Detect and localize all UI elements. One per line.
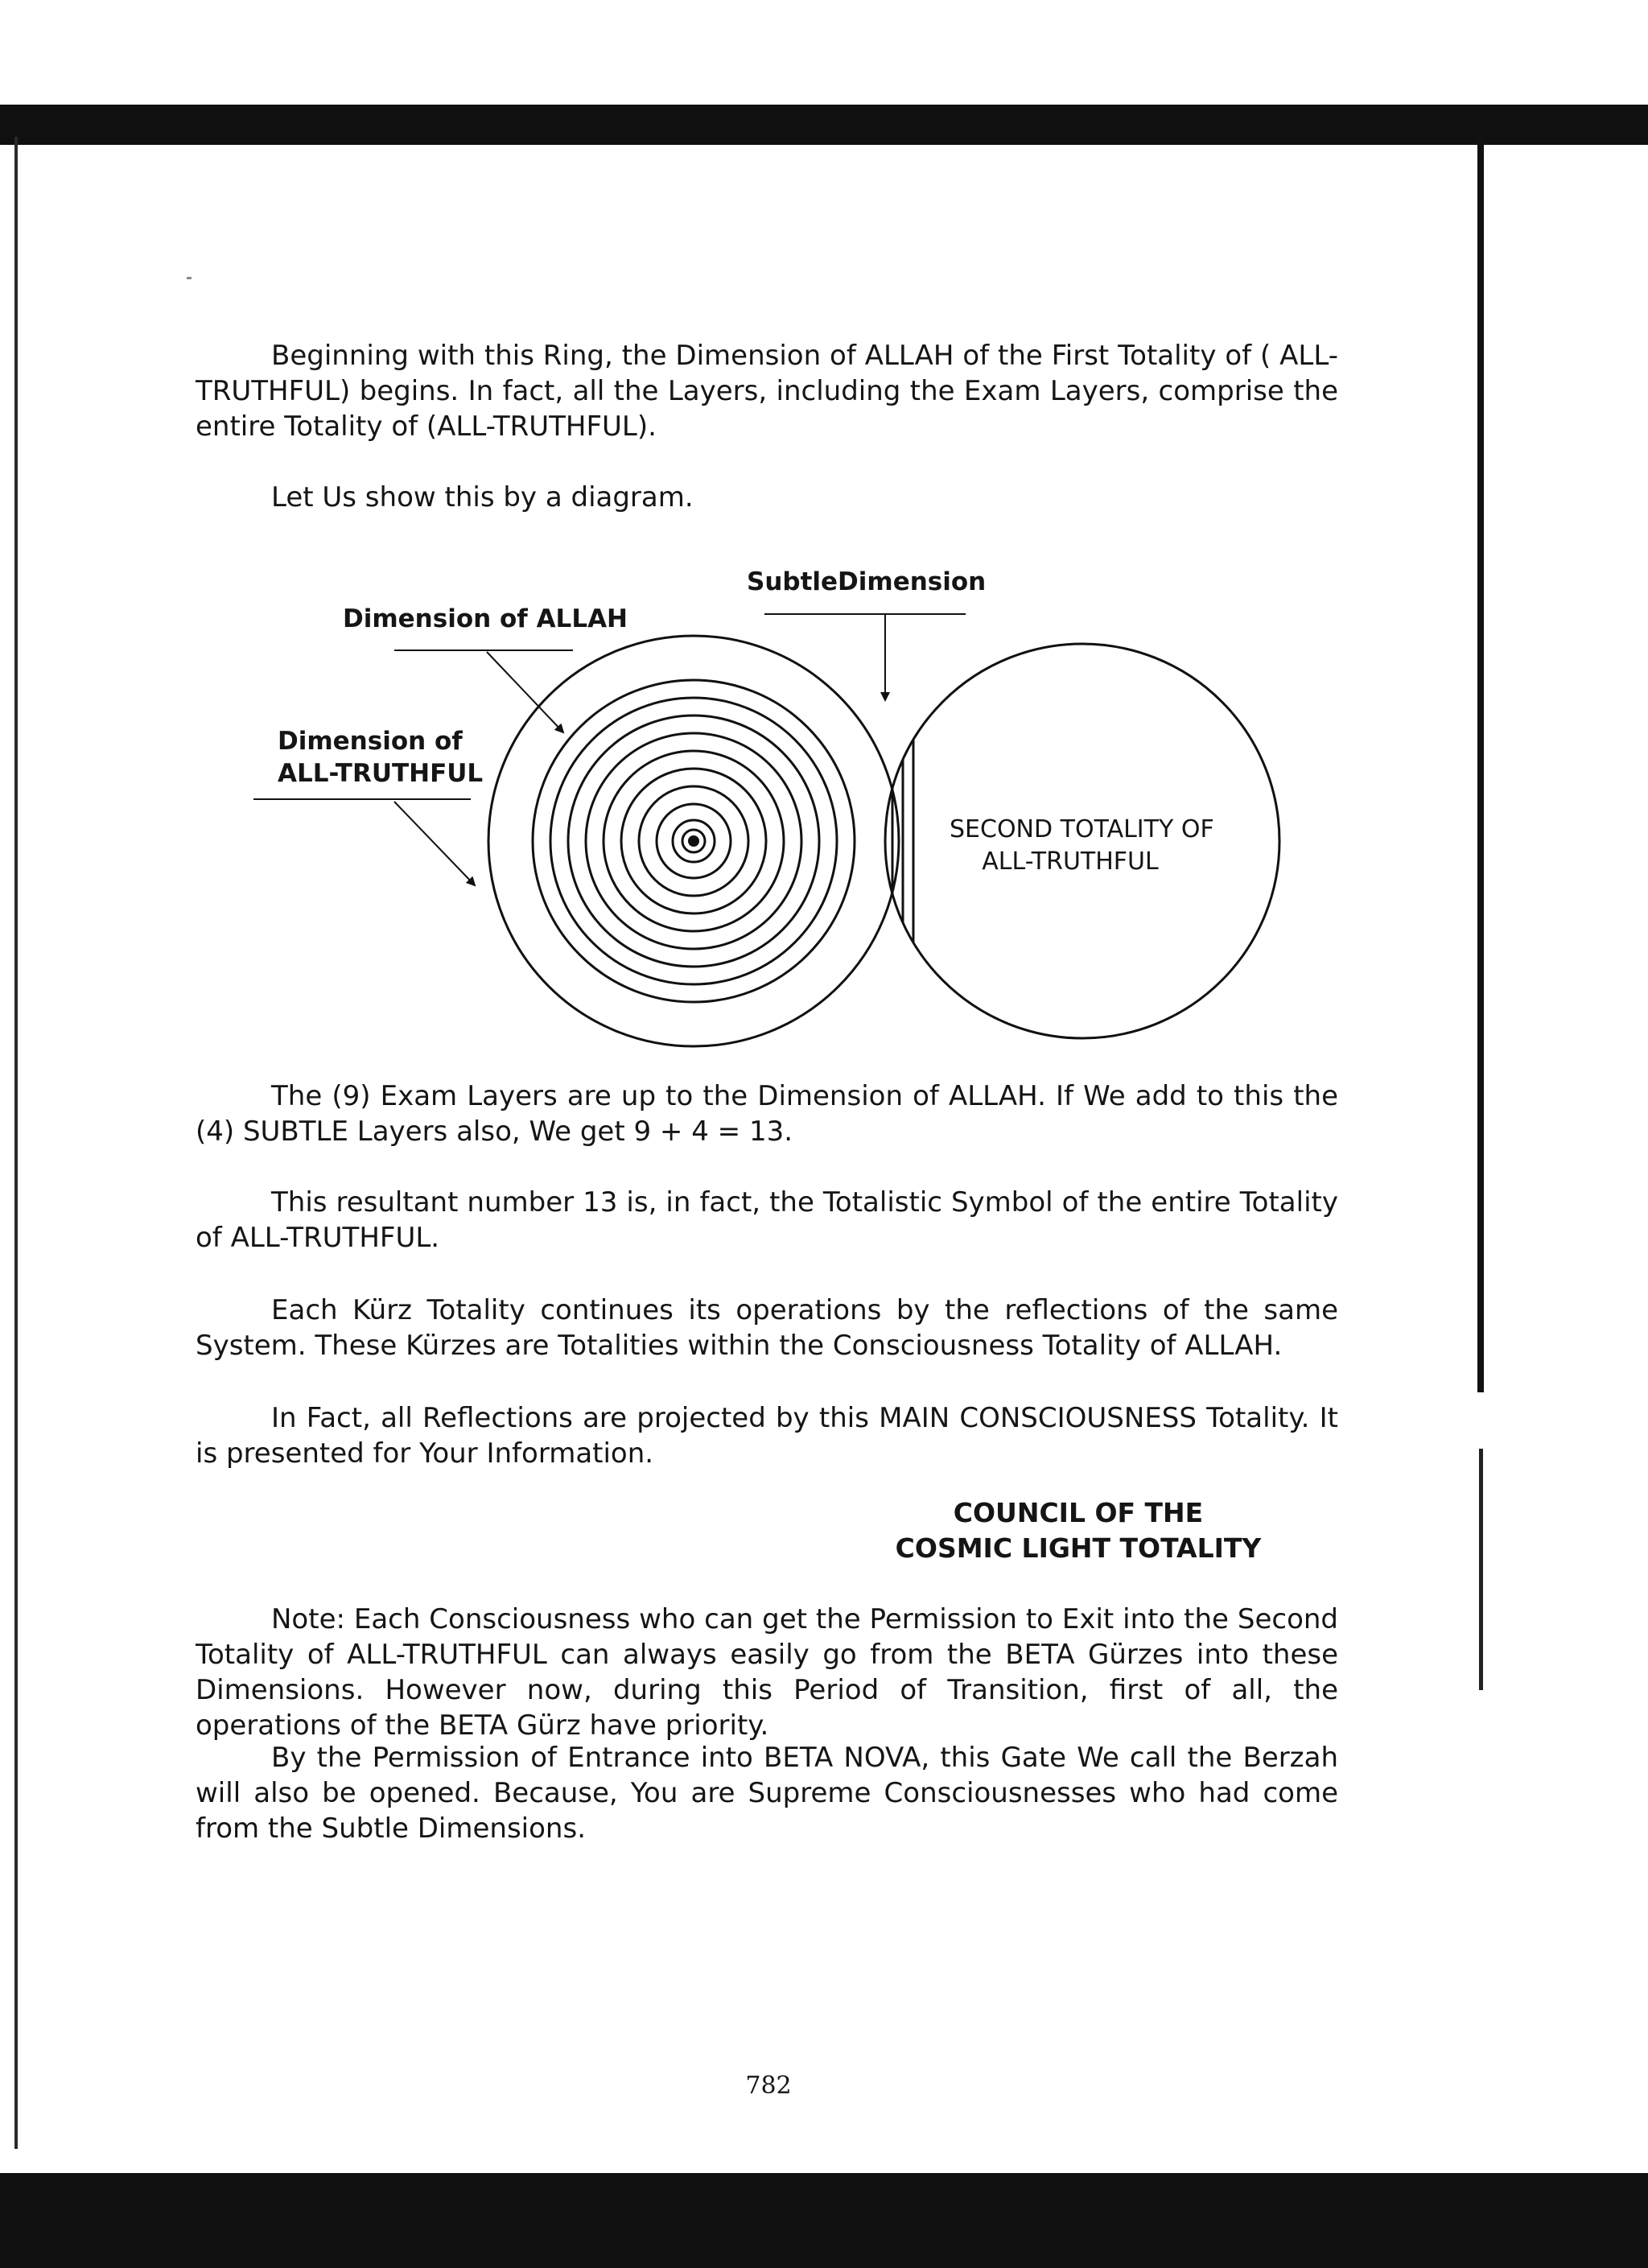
top-border-bar [0, 105, 1648, 145]
paragraph-reflections: In Fact, all Reflections are projected by this MAIN CONSCIOUSNESS Totality. It is presented for Your Information. [196, 1402, 1338, 1470]
paragraph-kurz-totality: Each Kürz Totality continues its operations by the reflections of the same System. These Kürzes are Totalities within the Consciousness Totality of ALLAH. [196, 1294, 1338, 1362]
second-totality-label-line2: ALL-TRUTHFUL [982, 847, 1159, 876]
paragraph-diagram-intro: Let Us show this by a diagram. [271, 481, 694, 513]
page-number: 782 [745, 2072, 792, 2100]
subtle-dimension-hatching [861, 628, 913, 1054]
signature-line1: COUNCIL OF THE [953, 1497, 1204, 1528]
right-page-edge-lower [1479, 1449, 1483, 1690]
dimension-of-label: Dimension of [278, 727, 463, 756]
paragraph-beta-nova: By the Permission of Entrance into BETA NOVA, this Gate We call the Berzah will also be opened. Because, You are Supreme Consciousnesses who had come from the Subtle Dimensions. [196, 1742, 1338, 1845]
bottom-border-bar [0, 2173, 1648, 2268]
center-dot [688, 835, 699, 847]
subtle-dimension-label: SubtleDimension [747, 567, 987, 596]
all-truthful-label: ALL-TRUTHFUL [278, 759, 484, 788]
paragraph-exam-layers: The (9) Exam Layers are up to the Dimension of ALLAH. If We add to this the (4) SUBTLE Layers also, We get 9 + 4 = 13. [196, 1080, 1338, 1148]
paragraph-note: Note: Each Consciousness who can get the Permission to Exit into the Second Totality of ALL-TRUTHFUL can always easily go from the BETA Gürzes into these Dimensions. However now, during this Period of Transition, first of all, the operations of the BETA Gürz have priority. [196, 1603, 1338, 1742]
truthful-arrow [394, 802, 475, 885]
diagram-graphic [0, 547, 1648, 1062]
paragraph-intro: Beginning with this Ring, the Dimension of ALLAH of the First Totality of ( ALL-TRUTHFUL) begins. In fact, all the Layers, including the Exam Layers, comprise the entire Totality of (ALL-TRUTHFUL). [196, 340, 1338, 443]
second-totality-label-line1: SECOND TOTALITY OF [950, 815, 1214, 843]
left-binding-line [14, 137, 18, 2149]
dimension-of-allah-label: Dimension of ALLAH [343, 604, 628, 633]
paragraph-number-13: This resultant number 13 is, in fact, the Totalistic Symbol of the entire Totality of ALL-TRUTHFUL. [196, 1186, 1338, 1254]
signature-line2: COSMIC LIGHT TOTALITY [895, 1532, 1262, 1564]
concentric-rings-diagram [0, 547, 1648, 1062]
scan-speck [187, 277, 192, 279]
